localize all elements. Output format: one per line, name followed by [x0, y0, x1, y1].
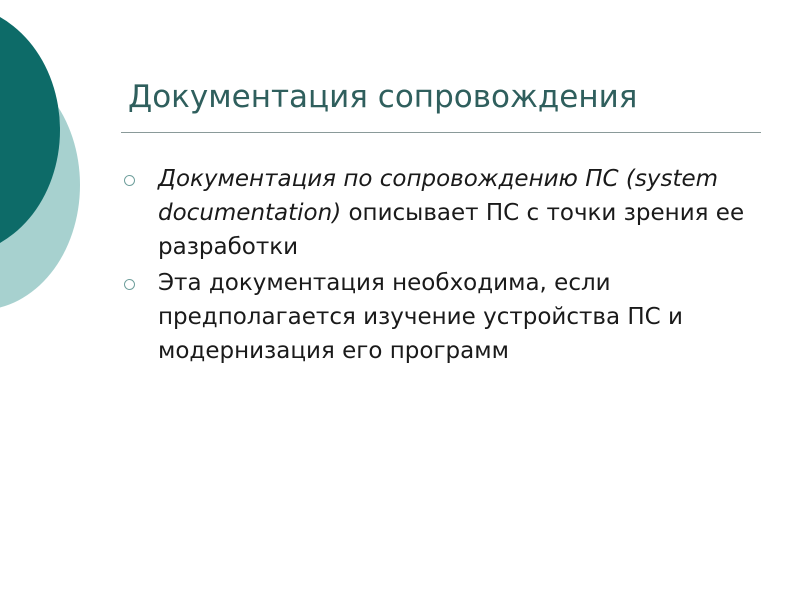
- bullet-italic-text: Документация по сопровождению ПС (system documentation): [158, 166, 719, 226]
- bullet-item: [120, 162, 760, 264]
- bullet-text: описывает ПС с точки зрения ее разработки: [158, 200, 745, 260]
- hollow-circle-bullet-icon: [124, 279, 135, 290]
- title-divider: [121, 132, 761, 133]
- slide-title: Документация сопровождения: [128, 79, 638, 115]
- bullet-item: [120, 266, 760, 368]
- bullet-list: [120, 162, 760, 370]
- bullet-text: Эта документация необходима, если предполагается изучение устройства ПС и модернизация его программ: [158, 270, 683, 364]
- hollow-circle-bullet-icon: [124, 175, 135, 186]
